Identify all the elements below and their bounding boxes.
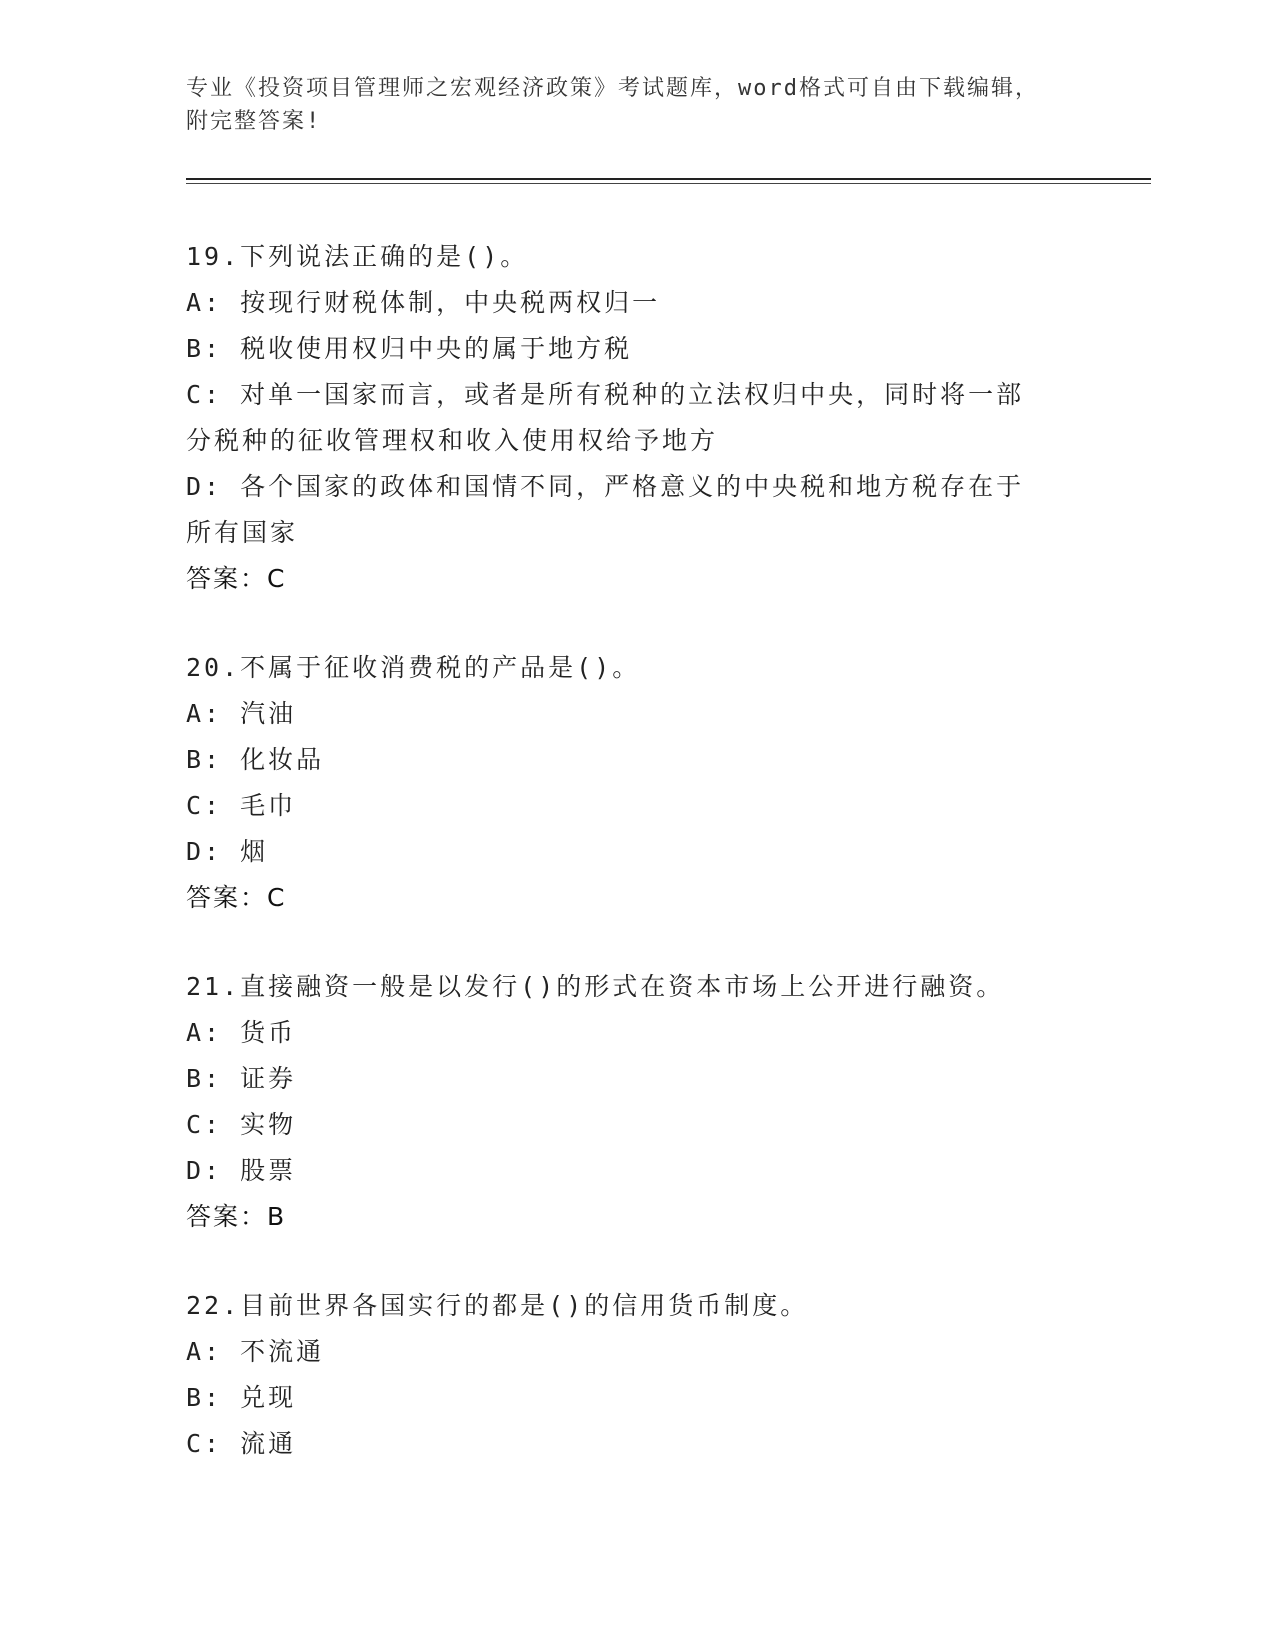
option-a: A: 按现行财税体制，中央税两权归一 — [186, 288, 661, 317]
option-d: D: 各个国家的政体和国情不同，严格意义的中央税和地方税存在于所有国家 — [186, 472, 1025, 547]
question-stem: 19.下列说法正确的是()。 — [186, 242, 529, 271]
option-d: D: 股票 — [186, 1156, 297, 1185]
option-c: C: 对单一国家而言，或者是所有税种的立法权归中央，同时将一部分税种的征收管理权和收入使用权给予地方 — [186, 380, 1025, 455]
option-c: C: 毛巾 — [186, 791, 297, 820]
option-a: A: 货币 — [186, 1018, 297, 1047]
question-21 — [186, 964, 1086, 1240]
question-20 — [186, 645, 1086, 921]
option-c: C: 实物 — [186, 1110, 297, 1139]
answer-label: 答案：B — [186, 1202, 287, 1231]
option-c: C: 流通 — [186, 1429, 297, 1458]
question-19 — [186, 234, 1086, 602]
answer-label: 答案：C — [186, 564, 287, 593]
option-d: D: 烟 — [186, 837, 269, 866]
option-a: A: 汽油 — [186, 699, 297, 728]
question-stem: 21.直接融资一般是以发行()的形式在资本市场上公开进行融资。 — [186, 972, 1005, 1001]
question-list — [186, 234, 1086, 1510]
document-header — [186, 72, 1086, 138]
header-line-1: 专业《投资项目管理师之宏观经济政策》考试题库，word格式可自由下载编辑， — [186, 76, 1039, 101]
question-stem: 22.目前世界各国实行的都是()的信用货币制度。 — [186, 1291, 809, 1320]
option-a: A: 不流通 — [186, 1337, 325, 1366]
answer-label: 答案：C — [186, 883, 287, 912]
question-22 — [186, 1283, 1086, 1467]
header-divider — [186, 178, 1151, 180]
question-stem: 20.不属于征收消费税的产品是()。 — [186, 653, 641, 682]
option-b: B: 化妆品 — [186, 745, 325, 774]
option-b: B: 证券 — [186, 1064, 297, 1093]
option-b: B: 税收使用权归中央的属于地方税 — [186, 334, 633, 363]
option-b: B: 兑现 — [186, 1383, 297, 1412]
header-line-2: 附完整答案! — [186, 109, 322, 134]
header-divider-thin — [186, 183, 1151, 184]
